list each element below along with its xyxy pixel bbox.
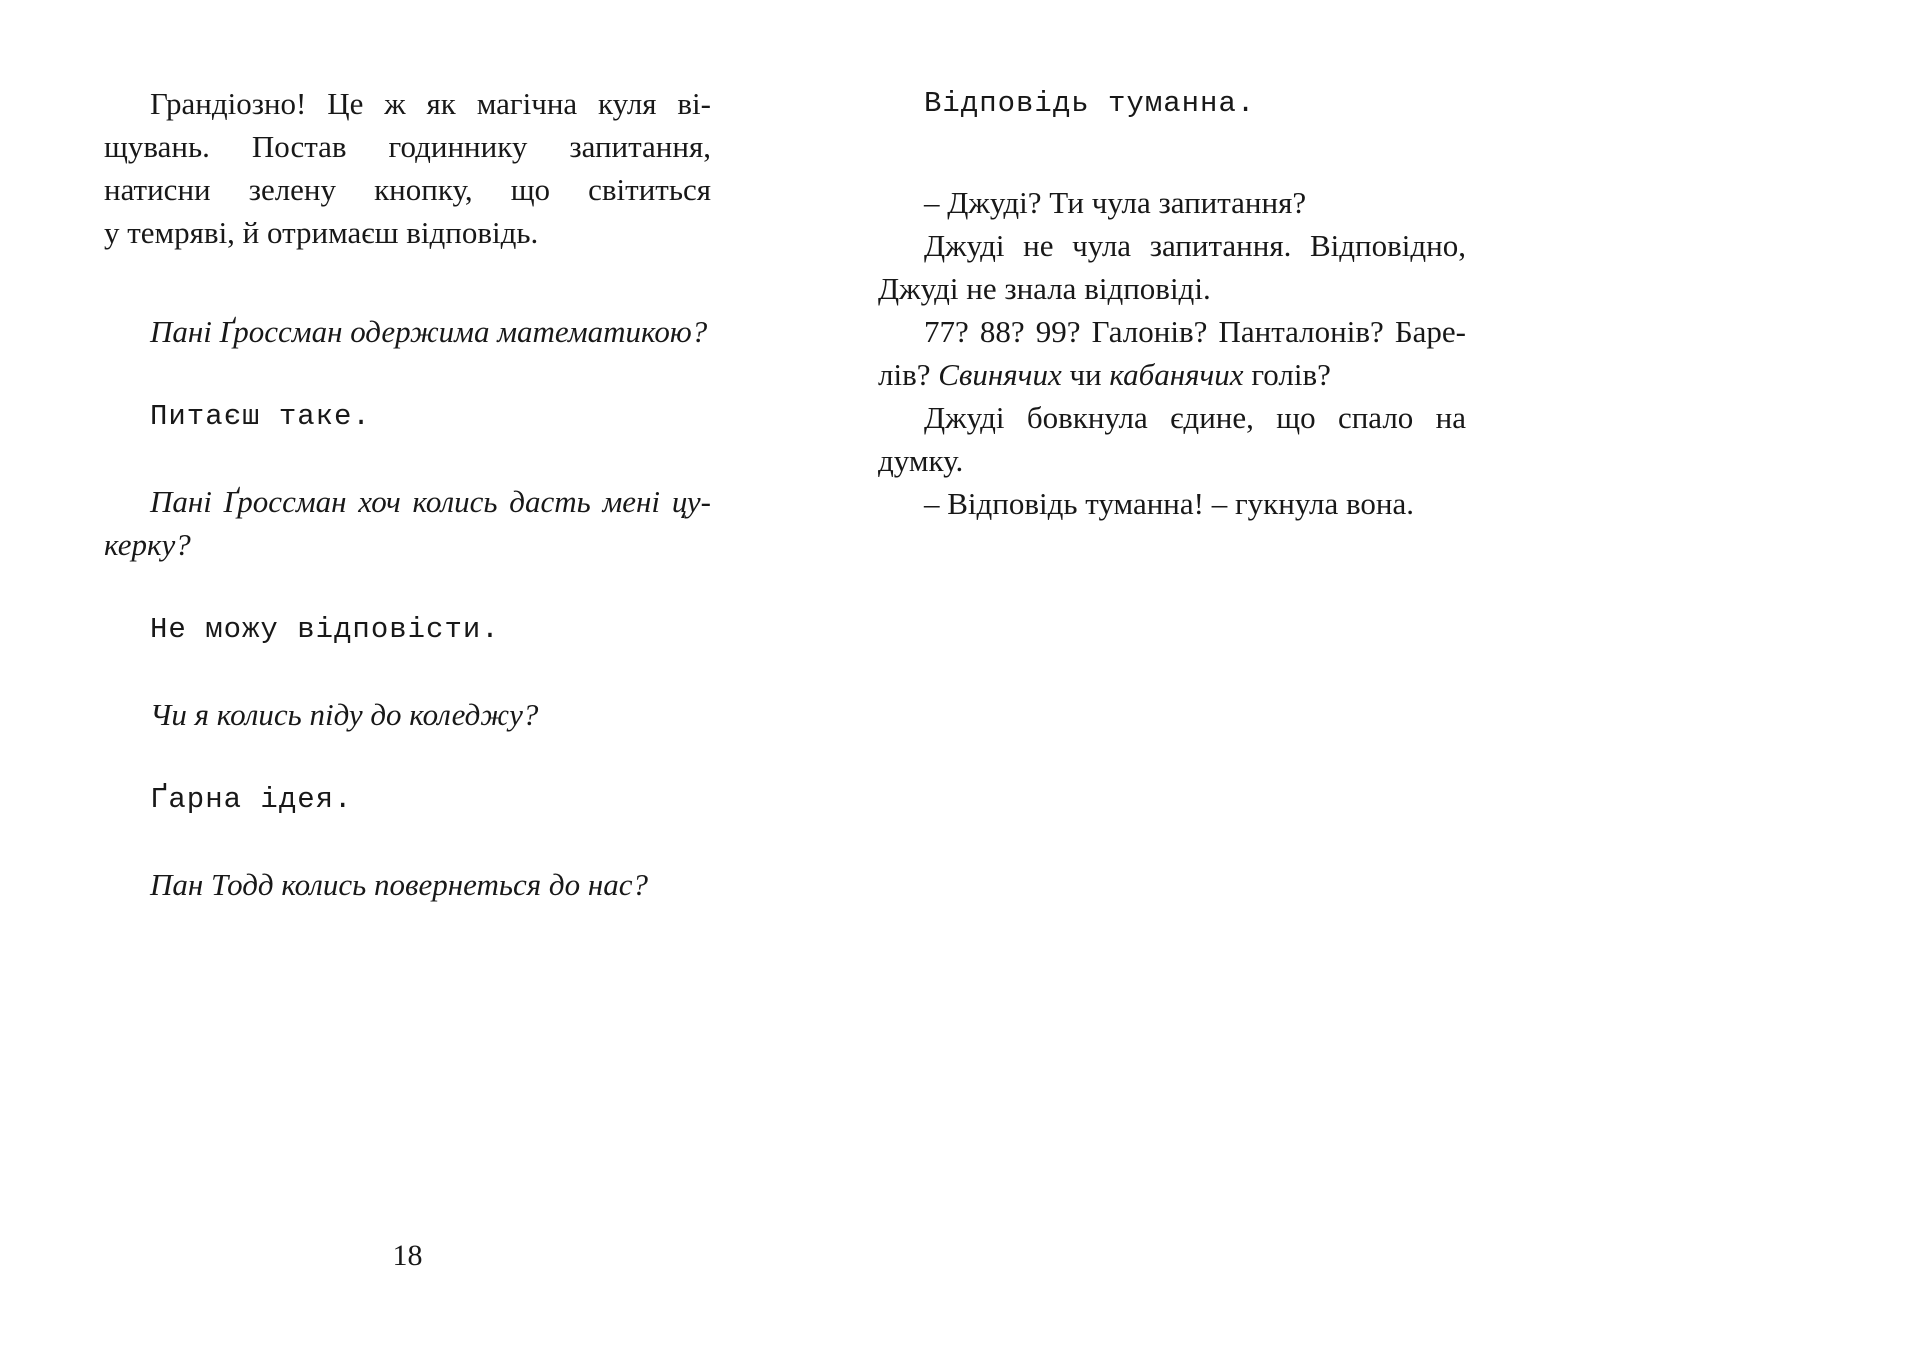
text-segment: Не можу відповісти. xyxy=(150,613,500,646)
left-page-text-column xyxy=(104,82,711,906)
answer-paragraph xyxy=(104,778,711,821)
text-line xyxy=(104,395,711,438)
text-segment: щувань. Постав годиннику запитання, xyxy=(104,129,711,164)
page-number: 18 xyxy=(392,1239,423,1272)
answer-paragraph xyxy=(104,395,711,438)
text-segment: лів? xyxy=(878,357,939,392)
text-line xyxy=(878,310,1466,353)
text-line xyxy=(878,482,1466,525)
body-paragraph xyxy=(104,82,711,254)
text-line xyxy=(104,693,711,736)
text-segment: голів? xyxy=(1243,357,1331,392)
text-line xyxy=(104,82,711,125)
body-paragraph xyxy=(878,482,1466,525)
text-segment: 77? 88? 99? Галонів? Панталонів? Баре- xyxy=(924,314,1466,349)
text-segment: Пані Ґроссман одержима математикою? xyxy=(150,314,708,349)
text-segment: Джуді не знала відповіді. xyxy=(878,271,1211,306)
text-line xyxy=(878,181,1466,224)
text-segment: – Відповідь туманна! – гукнула вона. xyxy=(924,486,1414,521)
text-segment: чи xyxy=(1061,357,1110,392)
emphasized-text: Свинячих xyxy=(938,357,1062,392)
body-paragraph xyxy=(878,224,1466,310)
emphasized-text: кабанячих xyxy=(1109,357,1244,392)
text-line xyxy=(104,168,711,211)
text-line xyxy=(878,353,1466,396)
text-line xyxy=(104,523,711,566)
text-segment: Грандіозно! Це ж як магічна куля ві- xyxy=(150,86,711,121)
text-segment: у темряві, й отримаєш відповідь. xyxy=(104,215,539,250)
text-segment: натисни зелену кнопку, що світиться xyxy=(104,172,711,207)
text-segment: думку. xyxy=(878,443,964,478)
text-line xyxy=(878,82,1466,125)
text-segment: Джуді не чула запитання. Відповідно, xyxy=(924,228,1466,263)
body-paragraph xyxy=(878,396,1466,482)
question-paragraph xyxy=(104,480,711,566)
text-line xyxy=(878,267,1466,310)
text-line xyxy=(878,396,1466,439)
right-page-text-column xyxy=(878,82,1466,525)
text-segment: Пан Тодд колись повернеться до нас? xyxy=(150,867,648,902)
answer-paragraph xyxy=(878,82,1466,125)
answer-paragraph xyxy=(104,608,711,651)
text-line xyxy=(104,480,711,523)
question-paragraph xyxy=(104,310,711,353)
text-line xyxy=(878,439,1466,482)
text-segment: Джуді бовкнула єдине, що спало на xyxy=(924,400,1466,435)
text-segment: керку? xyxy=(104,527,191,562)
body-paragraph xyxy=(878,310,1466,396)
text-segment: Ґарна ідея. xyxy=(150,783,353,816)
text-segment: Чи я колись піду до коледжу? xyxy=(150,697,539,732)
text-segment: Відповідь туманна. xyxy=(924,87,1256,120)
text-line xyxy=(104,211,711,254)
text-segment: – Джуді? Ти чула запитання? xyxy=(924,185,1307,220)
text-line xyxy=(104,310,711,353)
text-line xyxy=(878,224,1466,267)
text-line xyxy=(104,863,711,906)
question-paragraph xyxy=(104,693,711,736)
text-line xyxy=(104,125,711,168)
text-segment: Питаєш таке. xyxy=(150,400,371,433)
text-segment: Пані Ґроссман хоч колись дасть мені цу- xyxy=(150,484,711,519)
text-line xyxy=(104,608,711,651)
text-line xyxy=(104,778,711,821)
question-paragraph xyxy=(104,863,711,906)
body-paragraph xyxy=(878,181,1466,224)
